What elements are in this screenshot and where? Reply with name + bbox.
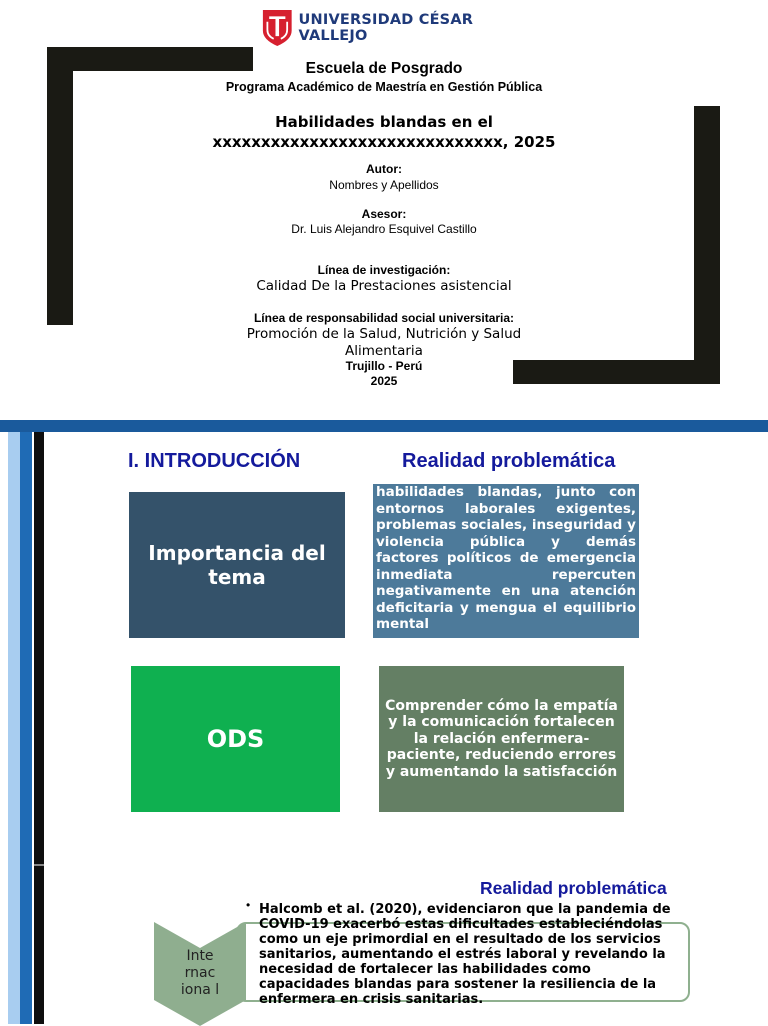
logo-text: UNIVERSIDAD CÉSAR VALLEJO [298,12,474,44]
frame-left-bar [47,47,73,325]
year: 2025 [370,374,398,388]
side-divider [34,864,44,866]
thesis-title-line1: Habilidades blandas en el [275,113,493,131]
introduction-slide [0,420,768,1024]
bullet-icon: • [246,898,251,912]
school-name: Escuela de Posgrado [305,60,463,77]
author-name: Nombres y Apellidos [329,178,439,192]
program-name: Programa Académico de Maestría en Gestión Pública [225,80,543,94]
section-title: I. INTRODUCCIÓN [128,450,301,472]
cover-slide [0,0,768,420]
ods-box [131,666,340,812]
importancia-box [129,492,345,638]
comprender-label: Comprender cómo la empatía y la comunicación fortalecen la relación enfermera-paciente, reduciendo errores y aumentando la satisfacción [385,697,618,780]
author-label: Autor: [366,162,402,176]
side-accent-light [8,432,20,1024]
realidad-title: Realidad problemática [402,450,616,472]
rsu-label: Línea de responsabilidad social universitaria: [253,311,515,325]
thesis-title [140,112,628,152]
side-accent-blue [20,432,32,1024]
importancia-label: Importancia del tema [148,541,326,589]
research-line-label: Línea de investigación: [317,263,451,277]
university-logo [262,6,522,50]
research-line-value: Calidad De la Prestaciones asistencial [256,278,512,294]
place: Trujillo - Perú [345,359,423,373]
rsu-value-line1: Promoción de la Salud, Nutrición y Salud [246,326,522,342]
rsu-value-line2: Alimentaria [345,343,423,359]
frame-right-bar [694,106,720,384]
ods-label: ODS [206,725,265,753]
comprender-box [379,666,624,812]
realidad-text: habilidades blandas, junto con entornos laborales exigentes, problemas sociales, inseguridad y violencia pública y demás factores políticos de emergencia inmediata repercuten negativamente en una atención deficitaria y mengua el equilibrio mental [376,484,636,632]
realidad-title-2: Realidad problemática [480,878,667,898]
chevron-label: Inte rnac iona l [180,948,220,998]
advisor-name: Dr. Luis Alejandro Esquivel Castillo [291,222,477,236]
side-accent-dark [34,432,44,1024]
ucv-shield-icon [262,7,293,49]
realidad-text-box [373,484,639,638]
advisor-label: Asesor: [361,207,407,221]
thesis-title-line2: xxxxxxxxxxxxxxxxxxxxxxxxxxxxxx, 2025 [212,133,556,151]
top-accent-bar [0,420,768,432]
halcomb-quote: Halcomb et al. (2020), evidenciaron que la pandemia de COVID-19 exacerbó estas dificultades estableciéndolas como un eje primordial en el resultado de los servicios sanitarios, aumentando el estrés laboral y revelando la necesidad de fortalecer las habilidades como capacidades blandas para sostener la resiliencia de la enfermera en crisis sanitarias. [259,902,671,1007]
